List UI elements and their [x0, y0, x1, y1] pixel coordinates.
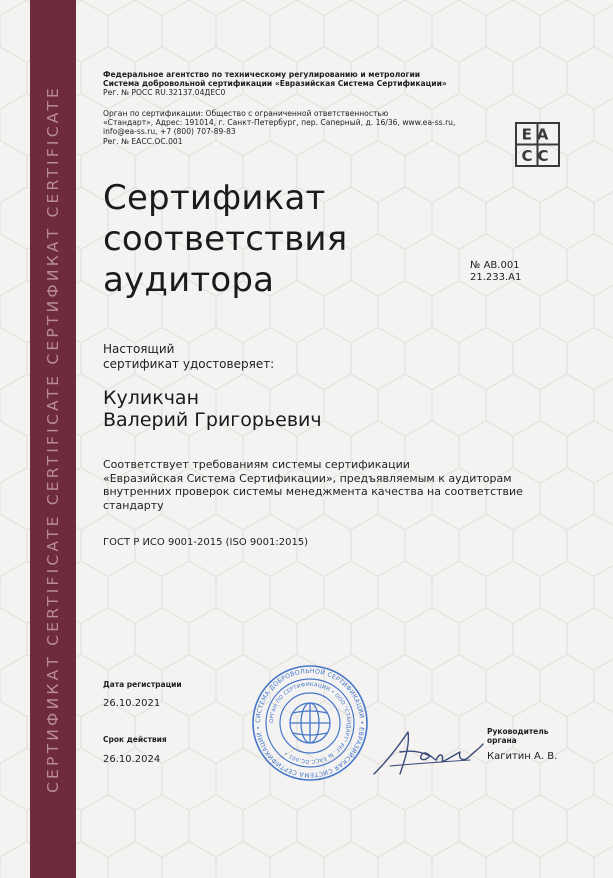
logo-bottom-letters: СС	[521, 147, 554, 165]
stamp-inner-text: ОРГАН ПО СЕРТИФИКАЦИИ • ООО "СТАНДАРТ" РЕГ. № ЕАСС.ОС.001 •	[268, 681, 352, 765]
title-line-3: аудитора	[103, 260, 275, 300]
system-name: Система добровольной сертификации «Евразийская Система Сертификации»	[103, 79, 447, 89]
certification-organ-block	[103, 109, 483, 146]
statement-line-1: Соответствует требованиям системы сертификации	[103, 458, 410, 471]
stamp-outer-text: СИСТЕМА ДОБРОВОЛЬНОЙ СЕРТИФИКАЦИИ • ЕВРАЗИЙСКАЯ СИСТЕМА СЕРТИФИКАЦИИ •	[254, 667, 366, 779]
eass-logo	[515, 122, 560, 167]
intro-line-1: Настоящий	[103, 342, 175, 356]
globe-icon	[290, 703, 330, 743]
registration-date-label: Дата регистрации	[103, 680, 182, 689]
standard-reference: ГОСТ Р ИСО 9001-2015 (ISO 9001:2015)	[103, 537, 309, 548]
organ-line-2: «Стандарт», Адрес: 191014, г. Санкт-Петербург, пер. Саперный, д. 16/36, www.ea-ss.ru,	[103, 118, 456, 128]
organ-line-4: Рег. № ЕАСС.ОС.001	[103, 136, 183, 146]
statement-line-3: внутренних проверок системы менеджмента качества на соответствие	[103, 485, 523, 498]
intro-line-2: сертификат удостоверяет:	[103, 357, 275, 371]
head-title	[487, 727, 587, 745]
head-name: Кагитин А. В.	[487, 751, 558, 762]
registration-date-value: 26.10.2021	[103, 698, 161, 709]
conformity-statement	[103, 458, 543, 512]
certificate-number-line-2: 21.233.А1	[470, 272, 522, 283]
validity-date-label: Срок действия	[103, 735, 167, 744]
statement-line-4: стандарту	[103, 498, 164, 512]
system-reg-number: Рег. № РОСС RU.32137.04ДЕС0	[103, 88, 226, 98]
certificate-number-line-1: № АВ.001	[470, 260, 520, 271]
agency-name: Федеральное агентство по техническому регулированию и метрологии	[103, 70, 421, 79]
head-title-line-1: Руководитель	[487, 727, 549, 736]
header-block	[103, 70, 483, 98]
head-signature	[370, 722, 485, 780]
title-line-2: соответствия	[103, 219, 348, 259]
certificate-title	[103, 178, 433, 301]
title-line-1: Сертификат	[103, 178, 326, 218]
official-stamp	[250, 663, 370, 783]
head-title-line-2: органа	[487, 736, 517, 745]
side-band-text: СЕРТИФИКАТ CERTIFICATE CERTIFICATE СЕРТИФИКАТ CERTIFICATE	[44, 85, 62, 793]
statement-line-2: «Евразийская Система Сертификации», предъявляемым к аудиторам	[103, 471, 512, 485]
logo-top-letters: ЕА	[521, 125, 554, 144]
holder-surname: Куликчан	[103, 387, 199, 409]
validity-date-value: 26.10.2024	[103, 754, 161, 765]
organ-line-1: Орган по сертификации: Общество с ограниченной ответственностью	[103, 109, 389, 118]
organ-line-3: info@ea-ss.ru, +7 (800) 707-89-83	[103, 127, 236, 137]
certificate-number	[470, 260, 560, 284]
intro-text	[103, 342, 363, 372]
holder-given-names: Валерий Григорьевич	[103, 409, 322, 431]
holder-name	[103, 387, 463, 431]
